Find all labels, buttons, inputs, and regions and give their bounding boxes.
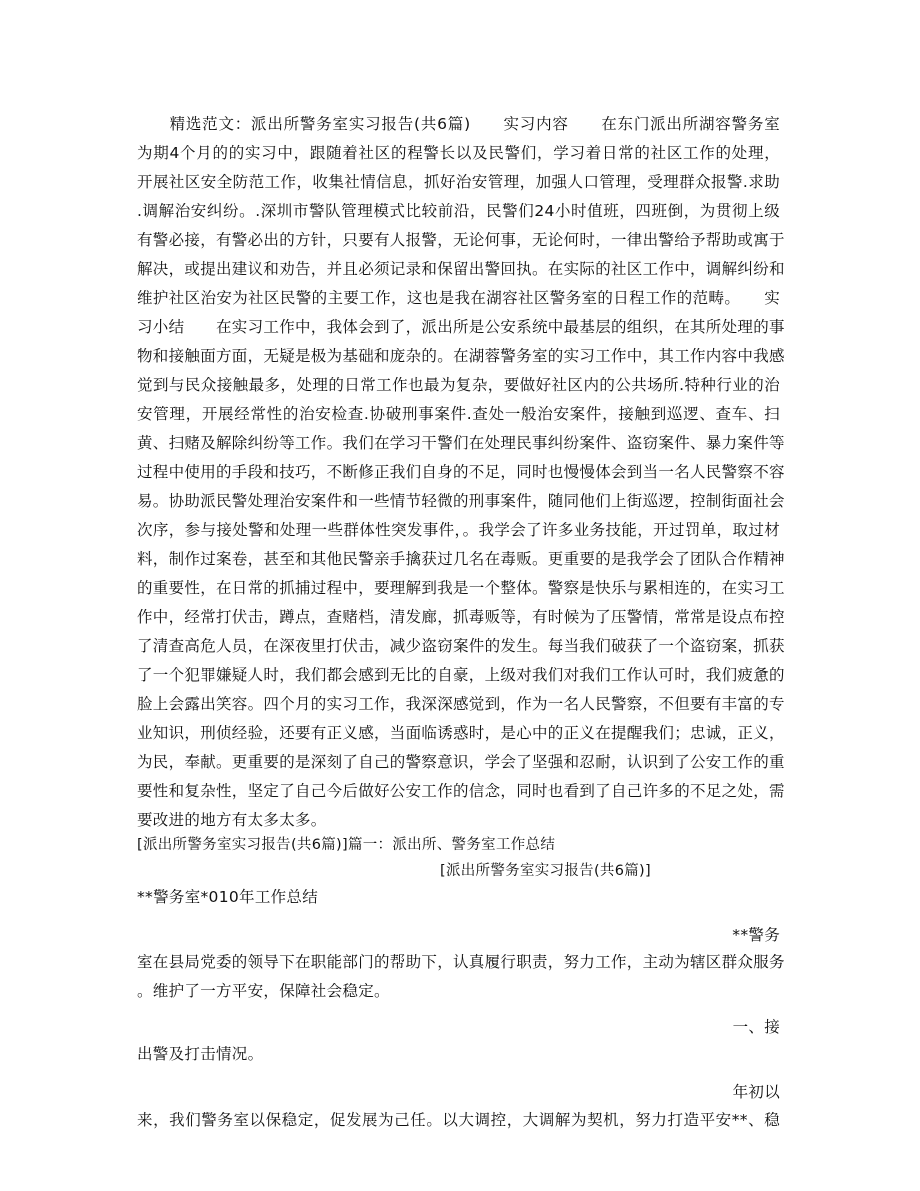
body-line: 。维护了一方平安，保障社会稳定。: [137, 982, 390, 1000]
body-line: 要改进的地方有太多太多。: [137, 811, 327, 829]
body-line: 精选范文：派出所警务室实习报告(共6篇) 实习内容 在东门派出所湖容警务室: [137, 115, 780, 133]
section-heading: 出警及打击情况。: [137, 1045, 264, 1063]
body-line: 了一个犯罪嫌疑人时，我们都会感到无比的自豪，上级对我们对我们工作认可时，我们疲惫的: [137, 666, 785, 684]
body-line: 了清查高危人员，在深夜里打伏击，减少盗窃案件的发生。每当我们破获了一个盗窃案，抓获: [137, 637, 785, 655]
body-line: 黄、扫赌及解除纠纷等工作。我们在学习干警们在处理民事纠纷案件、盗窃案件、暴力案件等: [137, 434, 785, 452]
body-line: 室在县局党委的领导下在职能部门的帮助下，认真履行职责，努力工作，主动为辖区群众服务: [137, 953, 785, 971]
body-line: 的重要性，在日常的抓捕过程中，要理解到我是一个整体。警察是快乐与累相连的，在实习工: [137, 579, 785, 597]
body-line: 过程中使用的手段和技巧，不断修正我们自身的不足，同时也慢慢体会到当一名人民警察不容: [137, 463, 785, 481]
body-line: 解决，或提出建议和劝告，并且必须记录和保留出警回执。在实际的社区工作中，调解纠纷和: [137, 260, 785, 278]
body-line: 作中，经常打伏击，蹲点，查赌档，清发廊，抓毒贩等，有时候为了压警情，常常是设点布控: [137, 608, 785, 626]
paragraph-start: 年初以: [732, 1083, 780, 1101]
body-line: 要性和复杂性，坚定了自己今后做好公安工作的信念，同时也看到了自己许多的不足之处，需: [137, 782, 785, 800]
reference-line-centered: [派出所警务室实习报告(共6篇)]: [440, 863, 651, 879]
body-line: 安管理，开展经常性的治安检查.协破刑事案件.查处一般治安案件，接触到巡逻、查车、扫: [137, 405, 780, 423]
reference-line: [派出所警务室实习报告(共6篇)]篇一：派出所、警务室工作总结: [137, 837, 556, 853]
body-line: 为民，奉献。更重要的是深刻了自己的警察意识，学会了坚强和忍耐，认识到了公安工作的重: [137, 753, 785, 771]
body-line: 易。协助派民警处理治安案件和一些情节轻微的刑事案件，随同他们上街巡逻，控制街面社会: [137, 492, 785, 510]
body-line: 习小结 在实习工作中，我体会到了，派出所是公安系统中最基层的组织，在其所处理的事: [137, 318, 785, 336]
body-line: 脸上会露出笑容。四个月的实习工作，我深深感觉到，作为一名人民警察，不但要有丰富的专: [137, 695, 785, 713]
summary-title: **警务室*010年工作总结: [137, 888, 319, 906]
body-line: 物和接触面方面，无疑是极为基础和庞杂的。在湖蓉警务室的实习工作中，其工作内容中我感: [137, 347, 785, 365]
body-line: .调解治安纠纷。.深圳市警队管理模式比较前沿，民警们24小时值班，四班倒，为贯彻上级: [137, 202, 780, 220]
body-line: 来，我们警务室以保稳定，促发展为己任。以大调控，大调解为契机，努力打造平安**、稳: [137, 1111, 780, 1129]
body-line: 业知识，刑侦经验，还要有正义感，当面临诱惑时，是心中的正义在提醒我们；忠诚，正义，: [137, 724, 785, 742]
section-heading-start: 一、接: [732, 1018, 780, 1036]
paragraph-start: **警务: [732, 926, 780, 944]
body-line: 开展社区安全防范工作，收集社情信息，抓好治安管理，加强人口管理，受理群众报警.求助: [137, 173, 780, 191]
body-line: 次序，参与接处警和处理一些群体性突发事件，。我学会了许多业务技能，开过罚单，取过材: [137, 521, 780, 539]
body-line: 为期4个月的的实习中，跟随着社区的程警长以及民警们，学习着日常的社区工作的处理，: [137, 144, 780, 162]
body-line: 料，制作过案卷，甚至和其他民警亲手擒获过几名在毒贩。更重要的是我学会了团队合作精神: [137, 550, 785, 568]
body-line: 觉到与民众接触最多，处理的日常工作也最为复杂，要做好社区内的公共场所.特种行业的治: [137, 376, 780, 394]
body-line: 维护社区治安为社区民警的主要工作，这也是我在湖容社区警务室的日程工作的范畴。 实: [137, 289, 780, 307]
body-line: 有警必接，有警必出的方针，只要有人报警，无论何事，无论何时，一律出警给予帮助或寓于: [137, 231, 785, 249]
